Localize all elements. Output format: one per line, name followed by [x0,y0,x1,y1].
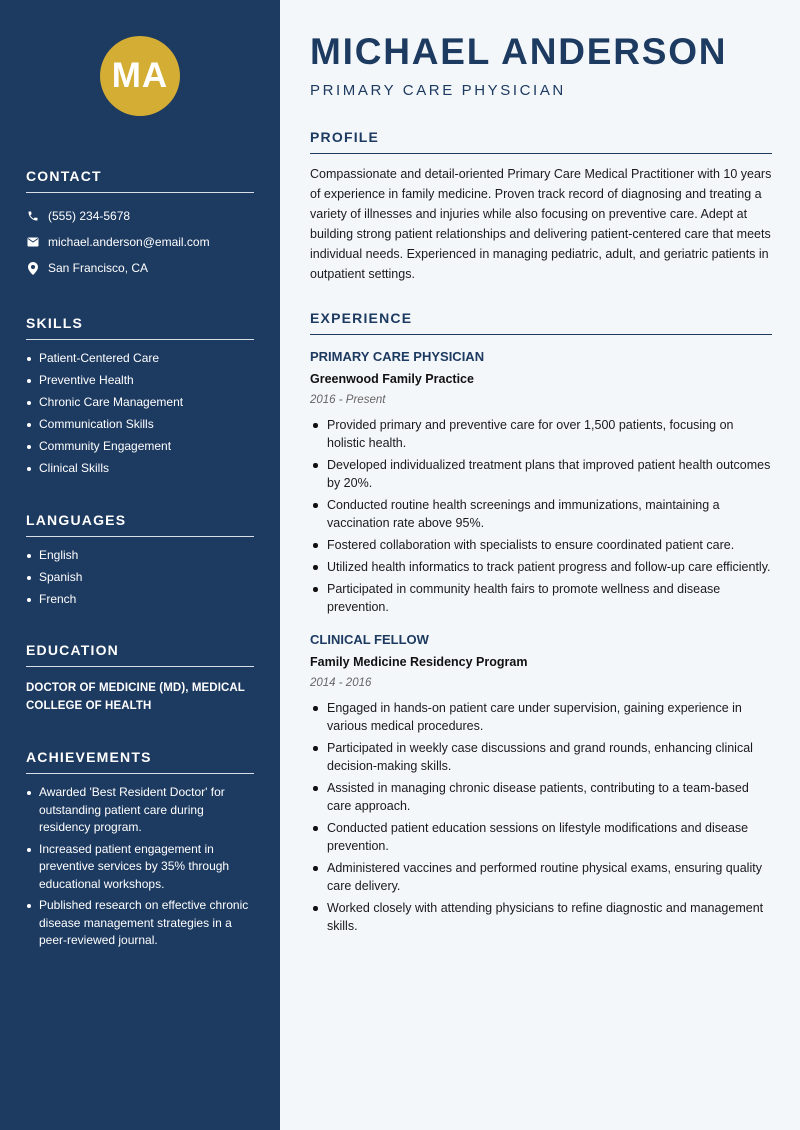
phone-text[interactable]: (555) 234-5678 [48,209,131,223]
skill-item: Chronic Care Management [26,394,254,412]
job-bullet: Administered vaccines and performed routine physical exams, ensuring quality care delivery. [310,859,772,895]
location-text: San Francisco, CA [48,261,149,275]
contact-location [26,255,254,281]
job-title: PRIMARY CARE PHYSICIAN [310,349,485,364]
job-bullet: Provided primary and preventive care for over 1,500 patients, focusing on holistic health. [310,416,772,452]
job-bullet: Utilized health informatics to track patient progress and follow-up care efficiently. [310,558,772,576]
skills-list [26,350,254,478]
languages-heading: LANGUAGES [26,512,254,537]
language-item: Spanish [26,569,254,587]
achievements-list [26,784,254,950]
skills-heading: SKILLS [26,315,254,340]
job-title: CLINICAL FELLOW [310,632,429,647]
job-bullets [310,416,772,616]
job-bullet: Conducted routine health screenings and immunizations, maintaining a vaccination rate above 95%. [310,496,772,532]
contact-email [26,229,254,255]
phone-icon [26,209,40,223]
job-entry [310,632,772,935]
skill-item: Community Engagement [26,438,254,456]
sidebar [0,0,280,1130]
skills-section [26,315,254,478]
achievement-item: Increased patient engagement in preventive services by 35% through educational workshops. [26,841,254,894]
language-item: English [26,547,254,565]
candidate-name: MICHAEL ANDERSON [310,31,728,72]
contact-heading: CONTACT [26,168,254,193]
contact-section [26,168,254,281]
job-bullet: Developed individualized treatment plans that improved patient health outcomes by 20%. [310,456,772,492]
skill-item: Patient-Centered Care [26,350,254,368]
achievements-heading: ACHIEVEMENTS [26,749,254,774]
skill-item: Clinical Skills [26,460,254,478]
contact-phone [26,203,254,229]
profile-heading: PROFILE [310,129,772,154]
email-icon [26,235,40,249]
skill-item: Preventive Health [26,372,254,390]
job-bullets [310,699,772,935]
achievements-section [26,749,254,950]
main-content [310,30,772,939]
candidate-title: PRIMARY CARE PHYSICIAN [310,82,566,99]
experience-heading: EXPERIENCE [310,310,772,335]
education-section [26,642,254,715]
job-bullet: Conducted patient education sessions on lifestyle modifications and disease prevention. [310,819,772,855]
job-bullet: Participated in community health fairs to promote wellness and disease prevention. [310,580,772,616]
languages-section [26,512,254,609]
job-company: Family Medicine Residency Program [310,655,528,669]
job-bullet: Participated in weekly case discussions and grand rounds, enhancing clinical decision-making skills. [310,739,772,775]
location-pin-icon [26,261,40,275]
profile-text: Compassionate and detail-oriented Primary Care Medical Practitioner with 10 years of experience in family medicine. Proven track record of diagnosing and treating a variety of illnesses and injuries while also focusing on preventive care. Adept at building strong patient relationships and delivering patient-centered care that meets individual needs. Experienced in managing pediatric, adult, and geriatric patients in outpatient settings. [310,167,772,281]
languages-list [26,547,254,609]
education-heading: EDUCATION [26,642,254,667]
achievement-item: Awarded 'Best Resident Doctor' for outstanding patient care during residency program. [26,784,254,837]
contact-list [26,203,254,281]
achievement-item: Published research on effective chronic disease management strategies in a peer-reviewed journal. [26,897,254,950]
job-dates: 2014 - 2016 [310,677,372,689]
email-text[interactable]: michael.anderson@email.com [48,235,210,249]
job-bullet: Assisted in managing chronic disease patients, contributing to a team-based care approach. [310,779,772,815]
job-bullet: Worked closely with attending physicians to refine diagnostic and management skills. [310,899,772,935]
job-company: Greenwood Family Practice [310,372,474,386]
avatar: MA [100,36,180,116]
job-bullet: Engaged in hands-on patient care under supervision, gaining experience in various medical procedures. [310,699,772,735]
job-dates: 2016 - Present [310,394,386,406]
job-bullet: Fostered collaboration with specialists to ensure coordinated patient care. [310,536,772,554]
skill-item: Communication Skills [26,416,254,434]
language-item: French [26,591,254,609]
job-entry [310,349,772,616]
education-degree: DOCTOR OF MEDICINE (MD), MEDICAL COLLEGE OF HEALTH [26,682,245,712]
